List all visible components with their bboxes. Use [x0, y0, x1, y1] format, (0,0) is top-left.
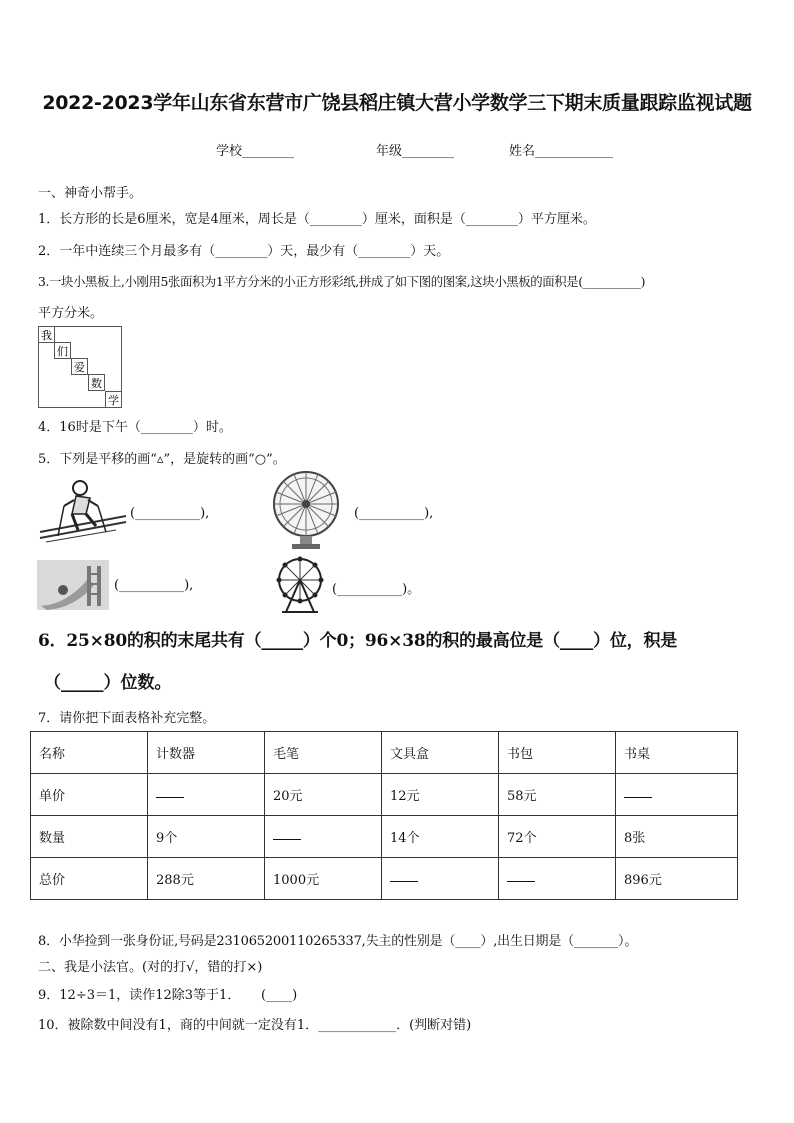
table-cell: 总价: [31, 858, 148, 900]
table-cell: 12元: [382, 774, 499, 816]
table-cell: 文具盒: [382, 732, 499, 774]
fan-image: [270, 470, 342, 550]
question-1: 1．长方形的长是6厘米，宽是4厘米，周长是（________）厘米，面积是（________）平方厘米。: [38, 212, 596, 227]
table-blank-cell[interactable]: [616, 774, 738, 816]
table-blank-cell[interactable]: [382, 858, 499, 900]
table-cell: 计数器: [148, 732, 265, 774]
answer-blank[interactable]: [624, 787, 652, 798]
answer-blank[interactable]: [390, 871, 418, 882]
blank-slide[interactable]: (__________),: [114, 578, 194, 593]
char-5: 学: [108, 394, 119, 407]
table-cell: 14个: [382, 816, 499, 858]
table-cell: 288元: [148, 858, 265, 900]
table-cell: 8张: [616, 816, 738, 858]
answer-blank[interactable]: [507, 871, 535, 882]
question-8: 8．小华捡到一张身份证,号码是231065200110265337,失主的性别是（____）,出生日期是（_______）。: [38, 934, 638, 949]
question-4: 4．16时是下午（________）时。: [38, 420, 232, 435]
section-1-heading: 一、神奇小帮手。: [38, 186, 143, 201]
question-6-continued: （_____）位数。: [44, 673, 172, 693]
table-cell: 1000元: [265, 858, 382, 900]
answer-blank[interactable]: [273, 829, 301, 840]
answer-blank[interactable]: [156, 787, 184, 798]
table-row: [31, 816, 738, 858]
table-cell: 书包: [499, 732, 616, 774]
question-9: 9．12÷3＝1，读作12除3等于1． (____): [38, 988, 298, 1003]
table-cell: 896元: [616, 858, 738, 900]
char-3: 爱: [74, 361, 85, 374]
table-cell: 9个: [148, 816, 265, 858]
table-cell: 书桌: [616, 732, 738, 774]
price-table: [30, 731, 738, 900]
table-cell: 72个: [499, 816, 616, 858]
question-2: 2．一年中连续三个月最多有（________）天，最少有（________）天。: [38, 244, 450, 259]
question-5: 5．下列是平移的画“▵”，是旋转的画“○”。: [38, 452, 286, 467]
table-cell: 名称: [31, 732, 148, 774]
table-blank-cell[interactable]: [265, 816, 382, 858]
table-cell: 20元: [265, 774, 382, 816]
skier-image: [36, 476, 128, 546]
char-4: 数: [91, 377, 102, 390]
school-field[interactable]: 学校________: [216, 144, 295, 159]
char-1: 我: [41, 329, 52, 342]
table-row: [31, 732, 738, 774]
table-blank-cell[interactable]: [499, 858, 616, 900]
ferris-wheel-image: [272, 556, 328, 614]
table-blank-cell[interactable]: [148, 774, 265, 816]
blank-skier[interactable]: (__________),: [130, 506, 210, 521]
name-field[interactable]: 姓名____________: [509, 144, 614, 159]
table-cell: 毛笔: [265, 732, 382, 774]
character-staircase-figure: [38, 326, 122, 408]
table-cell: 数量: [31, 816, 148, 858]
question-10: 10．被除数中间没有1，商的中间就一定没有1．____________．(判断对错): [38, 1018, 472, 1033]
slide-image: [37, 560, 109, 610]
question-3: 3.一块小黑板上,小刚用5张面积为1平方分米的小正方形彩纸,拼成了如下图的图案,这块小黑板的面积是(__________): [38, 274, 646, 289]
table-cell: 58元: [499, 774, 616, 816]
section-2-heading: 二、我是小法官。(对的打√，错的打×): [38, 960, 263, 975]
page-title: 2022-2023学年山东省东营市广饶县稻庄镇大营小学数学三下期末质量跟踪监视试题: [42, 92, 752, 114]
grade-field[interactable]: 年级________: [376, 144, 455, 159]
question-6: 6．25×80的积的末尾共有（_____）个0；96×38的积的最高位是（____）位，积是: [38, 631, 678, 651]
table-cell: 单价: [31, 774, 148, 816]
table-row: [31, 774, 738, 816]
char-2: 们: [57, 345, 68, 358]
question-3-continued: 平方分米。: [38, 306, 104, 321]
blank-ferris-wheel[interactable]: (__________)。: [332, 582, 421, 597]
blank-fan[interactable]: (__________),: [354, 506, 434, 521]
question-7: 7．请你把下面表格补充完整。: [38, 711, 216, 726]
table-row: [31, 858, 738, 900]
